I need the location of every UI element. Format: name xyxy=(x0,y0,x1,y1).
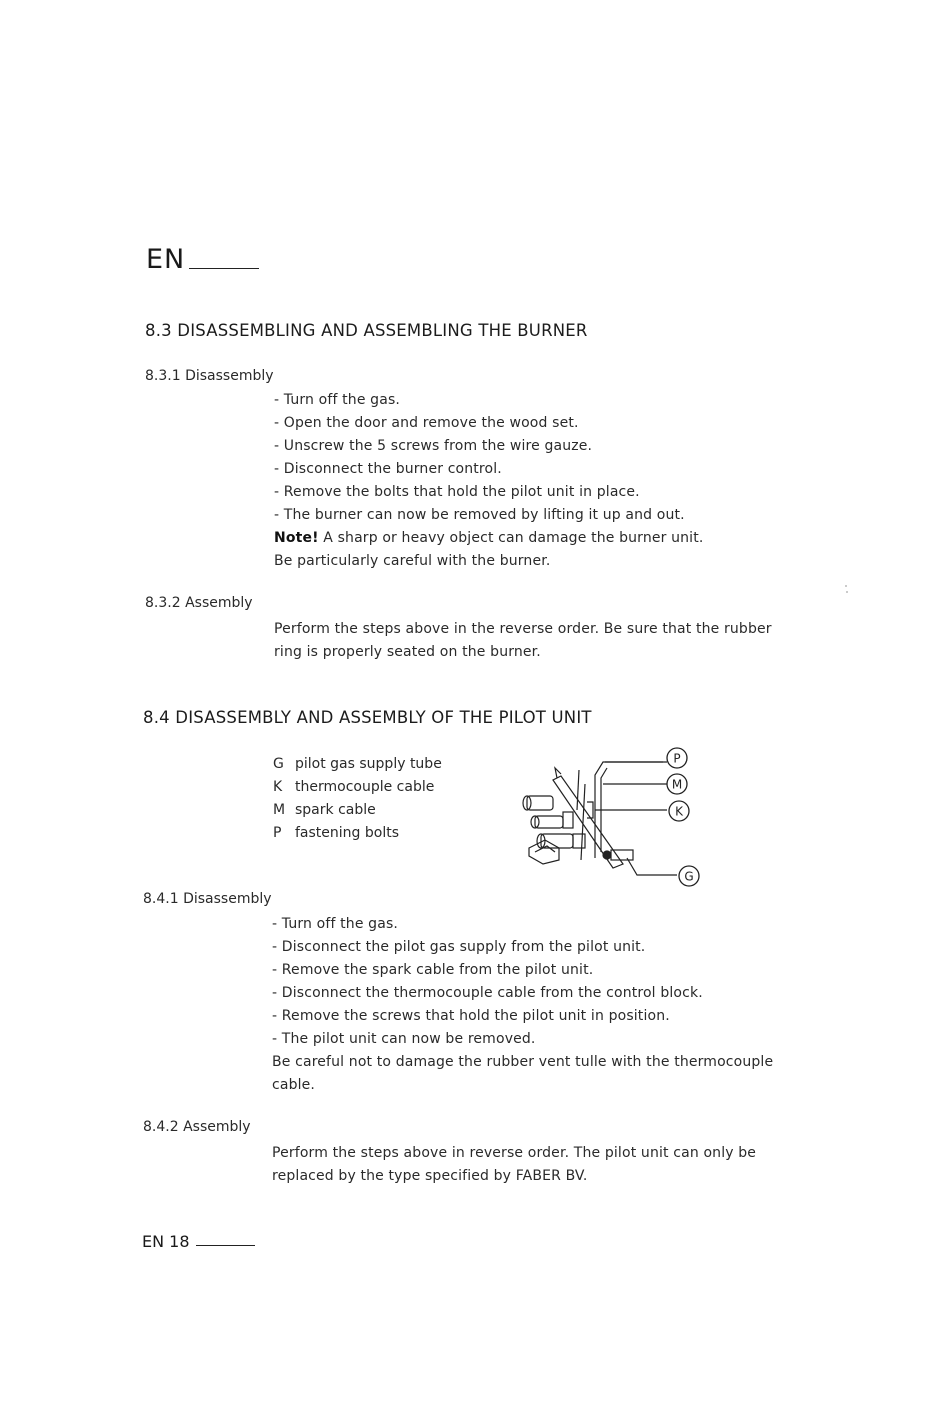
text-line: ring is properly seated on the burner. xyxy=(274,644,541,660)
step-line: - Remove the screws that hold the pilot unit in position. xyxy=(272,1008,670,1024)
section-8-4-1-title: 8.4.1 Disassembly xyxy=(143,891,272,907)
note-line xyxy=(274,527,703,550)
note-label: Note! xyxy=(274,530,319,546)
step-line: - Remove the spark cable from the pilot unit. xyxy=(272,962,594,978)
step-line: - Turn off the gas. xyxy=(274,392,400,408)
legend-key: K xyxy=(273,779,283,795)
legend-key: G xyxy=(273,756,284,772)
legend-text: fastening bolts xyxy=(295,825,400,841)
legend-key: P xyxy=(273,825,282,841)
footer-rule xyxy=(196,1245,255,1246)
section-8-3-2-title: 8.3.2 Assembly xyxy=(145,595,253,611)
step-line: - Disconnect the thermocouple cable from the control block. xyxy=(272,985,703,1001)
legend-item-p xyxy=(273,822,442,845)
legend-text: spark cable xyxy=(295,802,376,818)
text-line: replaced by the type specified by FABER BV. xyxy=(272,1168,588,1184)
pilot-unit-diagram xyxy=(515,740,710,892)
text-line: Perform the steps above in the reverse order. Be sure that the rubber xyxy=(274,621,772,637)
legend-item-m xyxy=(273,799,442,822)
page-number: EN 18 xyxy=(142,1232,190,1251)
callout-label-p: P xyxy=(673,751,681,766)
text-line: cable. xyxy=(272,1077,316,1093)
scan-speck xyxy=(845,585,847,587)
scan-speck xyxy=(846,591,848,593)
step-line: - Open the door and remove the wood set. xyxy=(274,415,579,431)
note-text: A sharp or heavy object can damage the burner unit. xyxy=(318,530,704,546)
step-line: - The burner can now be removed by lifting it up and out. xyxy=(274,507,685,523)
text-line: Be careful not to damage the rubber vent tulle with the thermocouple xyxy=(272,1054,774,1070)
note-line-2: Be particularly careful with the burner. xyxy=(274,553,551,569)
section-8-3-title: 8.3 DISASSEMBLING AND ASSEMBLING THE BURNER xyxy=(145,321,588,340)
callout-label-m: M xyxy=(671,777,683,792)
callout-label-g: G xyxy=(684,869,694,884)
legend-key: M xyxy=(273,802,286,818)
legend-text: pilot gas supply tube xyxy=(295,756,442,772)
step-line: - Disconnect the pilot gas supply from the pilot unit. xyxy=(272,939,646,955)
section-8-4-2-text xyxy=(272,1142,756,1188)
step-line: - Remove the bolts that hold the pilot unit in place. xyxy=(274,484,640,500)
callout-label-k: K xyxy=(675,804,683,819)
section-8-4-title: 8.4 DISASSEMBLY AND ASSEMBLY OF THE PILOT UNIT xyxy=(143,708,592,727)
language-header: EN xyxy=(146,244,186,275)
step-line: - Turn off the gas. xyxy=(272,916,398,932)
step-line: - The pilot unit can now be removed. xyxy=(272,1031,536,1047)
legend-text: thermocouple cable xyxy=(295,779,435,795)
section-8-3-2-text xyxy=(274,618,772,664)
legend-item-g xyxy=(273,753,442,776)
section-8-3-1-steps xyxy=(274,389,703,573)
section-8-3-1-title: 8.3.1 Disassembly xyxy=(145,368,274,384)
section-8-4-1-steps xyxy=(272,913,773,1097)
section-8-4-2-title: 8.4.2 Assembly xyxy=(143,1119,251,1135)
pilot-unit-legend xyxy=(273,753,442,845)
step-line: - Disconnect the burner control. xyxy=(274,461,502,477)
legend-item-k xyxy=(273,776,442,799)
step-line: - Unscrew the 5 screws from the wire gauze. xyxy=(274,438,593,454)
text-line: Perform the steps above in reverse order. The pilot unit can only be xyxy=(272,1145,757,1161)
leader-g xyxy=(627,858,677,875)
header-rule xyxy=(189,268,259,269)
